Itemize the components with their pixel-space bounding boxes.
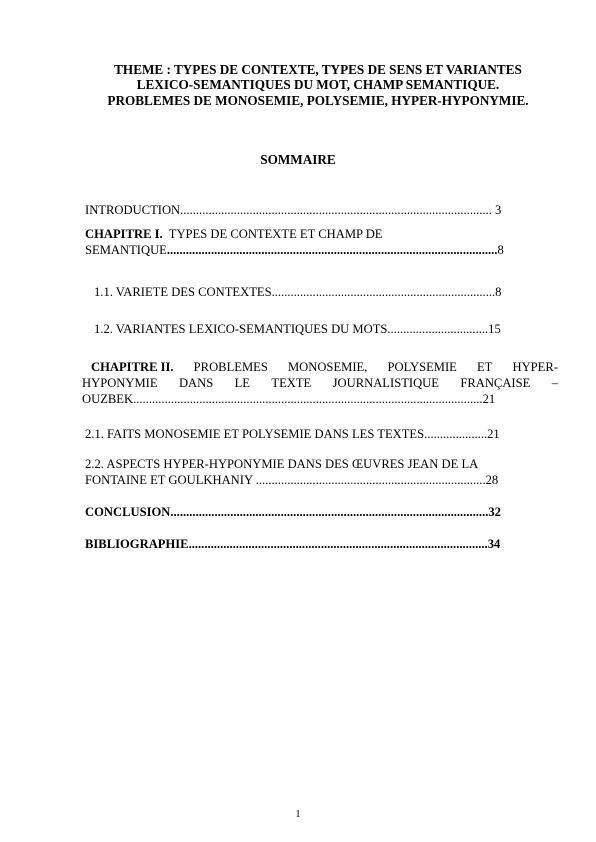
toc-page: 32 [488,505,501,519]
toc-chapter-label: CHAPITRE II. [91,360,174,374]
toc-entry-conclusion [85,505,557,520]
toc-page: 28 [485,473,499,487]
toc-entry-bibliographie [85,537,557,552]
toc-word: ET [476,360,493,374]
page-number: 1 [295,809,301,820]
toc-label: 1.1. VARIETE DES CONTEXTES [94,285,272,299]
toc-entry-introduction [85,203,554,218]
toc-word: JOURNALISTIQUE [332,376,439,390]
toc-dots: ............................................................................................... [188,537,488,551]
toc-word: – [551,376,558,390]
toc-page: 21 [482,392,496,406]
toc-word: POLYSEMIE [387,360,457,374]
toc-word: FRANÇAISE [460,376,531,390]
toc-chapter-title-line-3: OUZBEK [82,392,134,406]
toc-page: 21 [487,427,500,441]
toc-word: HYPER- [512,360,558,374]
toc-entry-2-2 [85,457,557,488]
toc-dots: ....................................................................... [271,285,496,299]
toc-chapter-title-line-1: TYPES DE CONTEXTE ET CHAMP DE [168,227,383,241]
toc-entry-1-2 [94,322,556,337]
toc-entry-chapitre-1 [85,227,557,258]
toc-entry-1-1 [94,285,556,300]
document-theme [70,62,566,108]
toc-label: INTRODUCTION [85,203,181,217]
toc-label: CONCLUSION [85,505,171,519]
toc-page: 8 [497,243,504,257]
toc-dots: ..................................................................................................... [170,505,489,519]
sommaire-title: SOMMAIRE [260,152,336,167]
toc-dots: ................................................................................................... [180,203,492,217]
toc-word: HYPONYMIE [82,376,158,390]
toc-entry-title-line-1: 2.2. ASPECTS HYPER-HYPONYMIE DANS DES ŒUVRES JEAN DE LA [85,457,479,471]
toc-entry-title-line-2: FONTAINE ET GOULKHANIY [85,473,253,487]
toc-word: LE [234,376,250,390]
toc-word: DANS [178,376,214,390]
toc-page: 34 [487,537,501,551]
toc-dots: ......................................................................... [255,473,486,487]
toc-page: 8 [495,285,502,299]
toc-dots: ............................................................................................................... [133,392,483,406]
toc-dots: ................................ [387,322,489,336]
toc-word: MONOSEMIE, [287,360,368,374]
toc-label: 1.2. VARIANTES LEXICO-SEMANTIQUES DU MOTS [94,322,388,336]
toc-word: PROBLEMES [193,360,268,374]
toc-chapter-title-line-2: SEMANTIQUE [85,243,167,257]
toc-label: BIBLIOGRAPHIE [85,537,189,551]
theme-line-2: LEXICO-SEMANTIQUES DU MOT, CHAMP SEMANTIQUE. [136,77,500,93]
toc-page: 15 [488,322,501,336]
toc-entry-2-1 [85,427,558,442]
toc-word: TEXTE [271,376,312,390]
theme-line-1: THEME : TYPES DE CONTEXTE, TYPES DE SENS ET VARIANTES [114,62,522,77]
toc-dots: .................... [424,427,488,441]
toc-entry-chapitre-2 [82,360,558,407]
toc-chapter-label: CHAPITRE I. [85,227,163,241]
toc-page: 3 [495,203,502,217]
toc-label: 2.1. FAITS MONOSEMIE ET POLYSEMIE DANS LES TEXTES [85,427,425,441]
toc-dots: ......................................................................................................... [166,243,498,257]
theme-line-3: PROBLEMES DE MONOSEMIE, POLYSEMIE, HYPER-HYPONYMIE. [107,92,529,108]
